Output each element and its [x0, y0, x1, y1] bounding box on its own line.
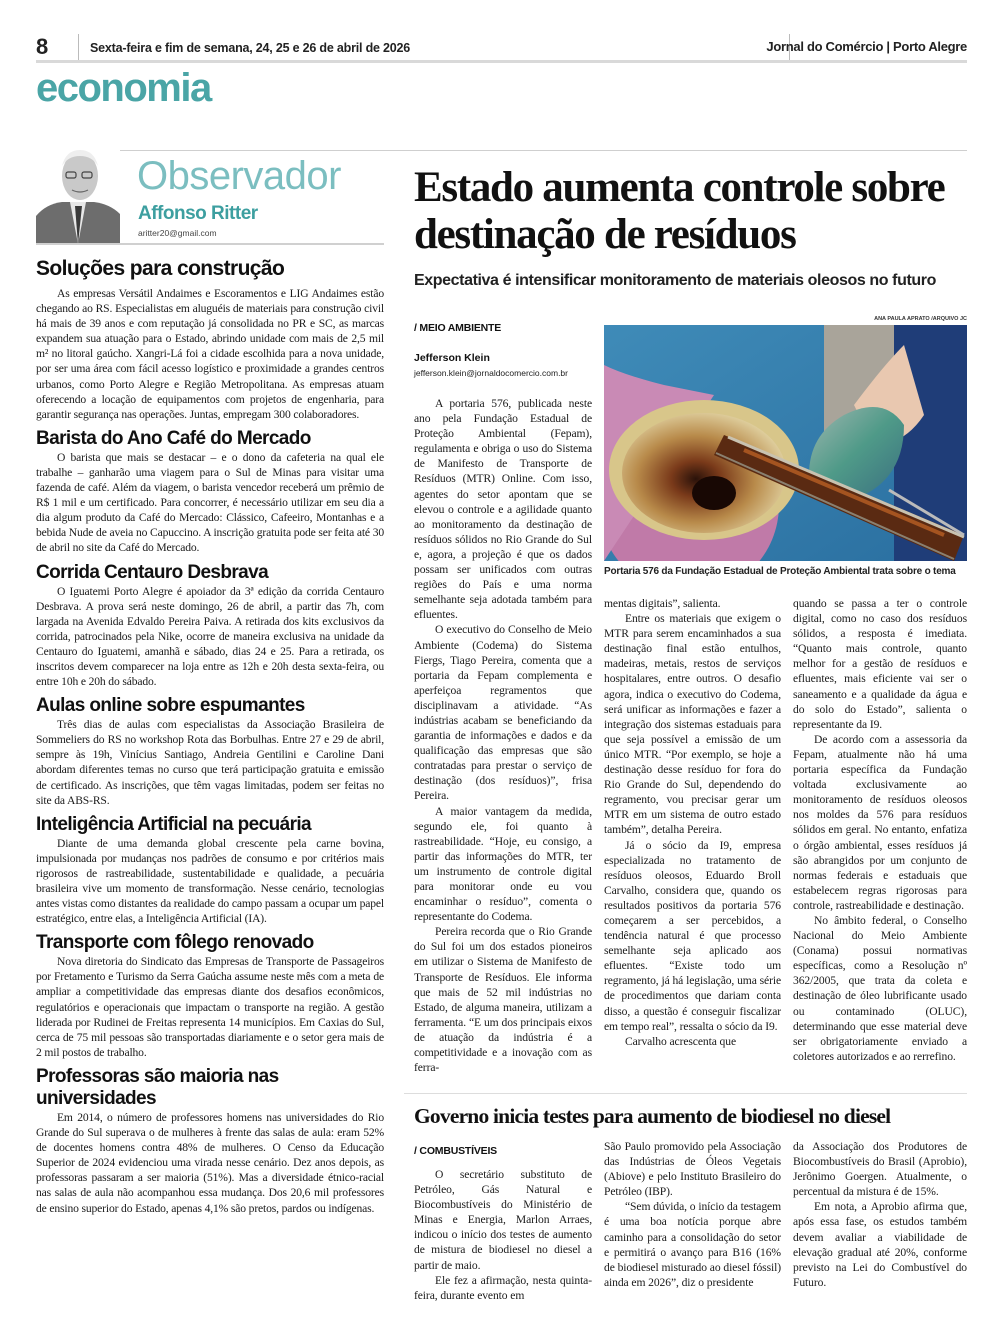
- note-body: Diante de uma demanda global crescente pela carne bovina, impulsionada por mudanças nos padrões de consumo e por critérios mais rigorosos de rastreabilidade, sustentabilidade e qualidade, a pecuária brasileira vive um momento de transformação. Nesse cenário, tecnologias antes vistas como distantes da realidade do campo passam a ocupar um papel estratégico, entre elas, a Inteligência Artificial (IA).: [36, 836, 384, 926]
- article-paragraph: Carvalho acrescenta que: [625, 1034, 736, 1048]
- note-body: O Iguatemi Porto Alegre é apoiador da 3ª edição da corrida Centauro Desbrava. A prova será neste domingo, 26 de abril, a partir das 7h, com largada na Avenida Edvaldo Pereira Paiva. A retirada dos kits exclusivos da corrida, patrocinados pela Nike, ocorre de maneira exclusiva na unidade da Centauro do Iguatemi, amanhã e sábado, dias 24 e 25. Para a retirada, os inscritos devem comparecer na loja entre as 12h e 20h desta sexta-feira, ou entre 10h e 20h do sábado.: [36, 584, 384, 689]
- note-title: Inteligência Artificial na pecuária: [36, 813, 312, 835]
- column-name: Observador: [137, 154, 341, 198]
- header-divider: [78, 34, 79, 60]
- article-column: [793, 1139, 967, 1290]
- article-paragraph: São Paulo promovido pela Associação das Indústrias de Óleos Vegetais (Abiove) e pelo Instituto Brasileiro do Petróleo (IBP).: [604, 1140, 781, 1199]
- note-body: As empresas Versátil Andaimes e Escoramentos e LIG Andaimes estão chegando ao RS. Especialistas em aluguéis de materiais para construção civil há mais de 39 anos e com reputação já consolidada no PR e SC, as marcas expandem sua atuação para o Estado, abrindo unidade com mais de 2,5 mil m² no litoral gaúcho. Xangri-Lá foi a cidade escolhida para a nova unidade, por ser uma área com fácil acesso logístico e proximidade a grandes centros urbanos, como Porto Alegre e Região Metropolitana. As empresas atuam oferecendo a locação de equipamentos com projetos de engenharia, para garantir segurança nas operações. Juntas, empregam 300 colaboradores.: [36, 287, 384, 421]
- column-note: [36, 1066, 384, 1216]
- article-paragraph: De acordo com a assessoria da Fepam, atualmente não há uma portaria específica da Fundação voltada exclusivamente ao monitoramento de resíduos oleosos nos moldes da 576 para resíduos sólidos em geral. No entanto, enfatiza o órgão ambiental, esses resíduos já são abrangidos por um conjunto de normas federais e estaduais que estabelecem regras rigorosas para controle, rastreabilidade e destinação.: [793, 732, 967, 912]
- note-title: Aulas online sobre espumantes: [36, 695, 305, 717]
- article-paragraph: No âmbito federal, o Conselho Nacional do Meio Ambiente (Conama) possui normativas específicas, como a Resolução nº 362/2005, que trata da coleta e destinação de óleo lubrificante usado ou contaminado (OLUC), determinando que esse material deve ser obrigatoriamente enviado a coletores autorizados e ao rerrefino.: [793, 913, 967, 1063]
- column-note: [36, 428, 384, 556]
- article-paragraph: Entre os materiais que exigem o MTR para serem encaminhados a sua destinação final estão entulhos, madeiras, metais, restos de serviços hospitalares, entre outros. O desafio agora, indica o executivo do Codema, será unificar as informações e fazer a integração dos sistemas estaduais para que seja possível a emissão de um único MTR. “Por exemplo, se hoje a destinação desse resíduo for fora do Rio Grande do Sul, dependendo do regramento, vou precisar gerar um MTR em um sistema de outro estado também”, detalha Pereira.: [604, 612, 781, 837]
- main-subheadline: Expectativa é intensificar monitoramento de materiais oleosos no futuro: [414, 272, 936, 289]
- note-body: O barista que mais se destacar – e o dono da cafeteria na qual ele trabalhe – ganharão uma viagem para o Sul de Minas para visitar uma fazenda de café. Além da viagem, o barista vencedor receberá um prêmio de R$ 1 mil e um certificado. Para concorrer, é necessário utilizar em seu dia a dia algum produto da Café do Mercado: Clássico, Cafeeiro, Montanhas e a bebida Nude de aveia no Capuccino. A inscrição gratuita pode ser feita até 30 de abril no site da Café do Mercado.: [36, 450, 384, 555]
- article-column: [414, 1167, 592, 1303]
- column-note: [36, 932, 384, 1060]
- newspaper-masthead: Jornal do Comércio | Porto Alegre: [766, 39, 967, 54]
- section-title: economia: [36, 66, 211, 110]
- article-paragraph: da Associação dos Produtores de Biocombustíveis do Brasil (Aprobio), Jerônimo Goergen. Atualmente, o percentual da mistura é de 15%.: [793, 1140, 967, 1199]
- byline-email[interactable]: jefferson.klein@jornaldocomercio.com.br: [414, 368, 568, 378]
- article-kicker: / COMBUSTÍVEIS: [414, 1145, 497, 1157]
- column-note: [36, 695, 384, 808]
- article-column: [414, 396, 592, 1075]
- column-note: [36, 258, 384, 422]
- article-paragraph: “Sem dúvida, o início da testagem é uma boa notícia porque abre caminho para a consolidação do setor e permitirá o avanço para B16 (16% de biodiesel misturado ao diesel fóssil) ainda em 2026”, diz o presidente: [604, 1200, 781, 1289]
- article-paragraph: Pereira recorda que o Rio Grande do Sul foi um dos estados pioneiros em utilizar o Sistema de Manifesto de Transporte de Resíduos. Ele informa que mais de 52 mil indústrias no Estado, de alguma maneira, utilizam a ferramenta. “E um dos principais eixos de atuação da indústria é a competitividade e a inovação com as ferra-: [414, 925, 592, 1075]
- article-paragraph: Já o sócio da I9, empresa especializada no tratamento de resíduos oleosos, Eduardo Broll Carvalho, considera que, quando os resultados positivos da portaria 576 começarem a ser percebidos, a tendência natural é que processo semelhante seja aplicado aos efluentes. “Existe todo um regramento, já há legislação, uma série de procedimentos que dariam conta disso, a questão é conseguir fiscalizar em tempo real”, ressalta o sócio da I9.: [604, 838, 781, 1033]
- oil-funnel-photo-icon: [604, 325, 967, 561]
- note-title: Barista do Ano Café do Mercado: [36, 427, 311, 449]
- byline-author: Jefferson Klein: [414, 352, 490, 364]
- photo-caption: Portaria 576 da Fundação Estadual de Proteção Ambiental trata sobre o tema: [604, 566, 956, 577]
- columnist-header: [36, 140, 384, 244]
- article-column: [604, 1139, 781, 1290]
- column-note: [36, 814, 384, 927]
- article-column: [793, 596, 967, 1064]
- note-body: Três dias de aulas com especialistas da Associação Brasileira de Sommeliers do RS no workshop Rota das Borbulhas. Entre 27 e 29 de abril, sempre às 19h, Vinícius Santiago, Andreia Gentilini e Caroline Dani abordam diferentes temas no curso que terá participação gratuita e emissão de certificado. As inscrições, que têm vagas limitadas, podem ser feitas no site da ABS-RS.: [36, 718, 384, 807]
- columnist-rule: [36, 243, 384, 245]
- columnist-portrait: [36, 144, 120, 244]
- note-title: Transporte com fôlego renovado: [36, 932, 314, 954]
- photo-credit: ANA PAULA APRATO /ARQUIVO JC: [874, 316, 967, 322]
- article-paragraph: mentas digitais”, salienta.: [604, 597, 721, 610]
- article-paragraph: A portaria 576, publicada neste ano pela Fundação Estadual de Proteção Ambiental (Fepam), regulamenta e obriga o uso do Sistema de Manifesto de Transporte de Resíduos (MTR) Online. Com isso, agentes do setor apontam que se elevou o controle e a agilidade quanto ao monitoramento da destinação de resíduos sólidos no Rio Grande do Sul e, agora, a projeção é que os dados possam ser unificados com outras regiões do País e uma norma semelhante seja adotada também para efluentes.: [414, 397, 592, 622]
- note-title: Corrida Centauro Desbrava: [36, 561, 269, 583]
- article-paragraph: O executivo do Conselho de Meio Ambiente (Codema) do Sistema Fiergs, Tiago Pereira, comenta que a portaria da Fepam complementa e aperfeiçoa regramentos que disciplinavam a atividade. “As indústrias acabam se beneficiando da garantia de informações e dados e da qualificação das empresas que são contratadas para prestar o serviço de destinação (dos resíduos)”, frisa Pereira.: [414, 623, 592, 803]
- article-paragraph: Em nota, a Aprobio afirma que, após essa fase, os estudos também devem avaliar a viabilidade de elevação gradual até 20%, conforme previsto na Lei do Combustível do Futuro.: [793, 1200, 967, 1289]
- note-body: Nova diretoria do Sindicato das Empresas de Transporte de Passageiros por Fretamento e Turismo da Serra Gaúcha assume neste mês com a meta de ampliar a competitividade das empresas diante dos desafios econômicos, regulatórios e operacionais que impactam o transporte na região. A gestão liderada por Rudinei de Freitas representa 14 municípios. Em Caxias do Sul, cerca de 75 mil pessoas são transportadas diariamente e o setor gera mais de 2 mil postos de trabalho.: [36, 955, 384, 1059]
- second-headline: Governo inicia testes para aumento de biodiesel no diesel: [414, 1104, 891, 1128]
- header-rule: [36, 60, 967, 63]
- note-title: Soluções para construção: [36, 257, 285, 280]
- page-header: [36, 34, 967, 62]
- portrait-image-icon: [36, 144, 120, 244]
- article-paragraph: O secretário substituto de Petróleo, Gás Natural e Biocombustíveis do Ministério de Minas e Energia, Marlon Arraes, indicou o início dos testes de aumento de mistura de biodiesel no diesel a partir de maio.: [414, 1168, 592, 1272]
- article-column: [604, 596, 781, 1049]
- edition-date: Sexta-feira e fim de semana, 24, 25 e 26 de abril de 2026: [90, 41, 411, 55]
- note-title: Professoras são maioria nas universidades: [36, 1065, 279, 1109]
- page-number: 8: [36, 34, 49, 59]
- columnist-email[interactable]: aritter20@gmail.com: [138, 228, 217, 238]
- article-divider: [404, 1093, 967, 1094]
- article-paragraph: A maior vantagem da medida, segundo ele, foi quanto à rastreabilidade. “Hoje, eu consigo, a partir das informações do MTR, ter um instrumento de controle digital para monitorar onde eu vou encaminhar o resíduo”, comenta o representante do Codema.: [414, 804, 592, 924]
- main-article-header: [414, 164, 967, 290]
- columnist-name: Affonso Ritter: [138, 203, 258, 224]
- article-paragraph: Ele fez a afirmação, nesta quinta-feira, durante evento em: [414, 1273, 592, 1302]
- article-photo: [604, 325, 967, 561]
- article-paragraph: quando se passa a ter o controle digital, como no caso dos resíduos sólidos, a resposta é imediata. “Quanto mais controle, quanto melhor for a gestão de resíduos e efluentes, mais eficiente vai ser o saneamento e a qualidade da água e do solo do Estado”, salienta o representante da I9.: [793, 597, 967, 731]
- article-kicker: / MEIO AMBIENTE: [414, 322, 502, 334]
- observador-column: [36, 140, 384, 1216]
- main-headline: Estado aumenta controle sobre destinação de resíduos: [414, 164, 945, 258]
- column-note: [36, 562, 384, 690]
- note-body: Em 2014, o número de professores homens nas universidades do Rio Grande do Sul superava o de mulheres à frente das salas de aula: eram 52% de docentes homens contra 48% de mulheres. O Censo da Educação Superior de 2024 evidenciou uma virada nesse cenário. Dez anos depois, as professoras passaram a ser maioria (51%). Mas a diversidade étnico-racial nas salas de aula não acompanhou essa mudança. Dos 20,6 mil professores de ensino superior do Estado, apenas 4,1% são pretos, pardos ou indígenas.: [36, 1110, 384, 1215]
